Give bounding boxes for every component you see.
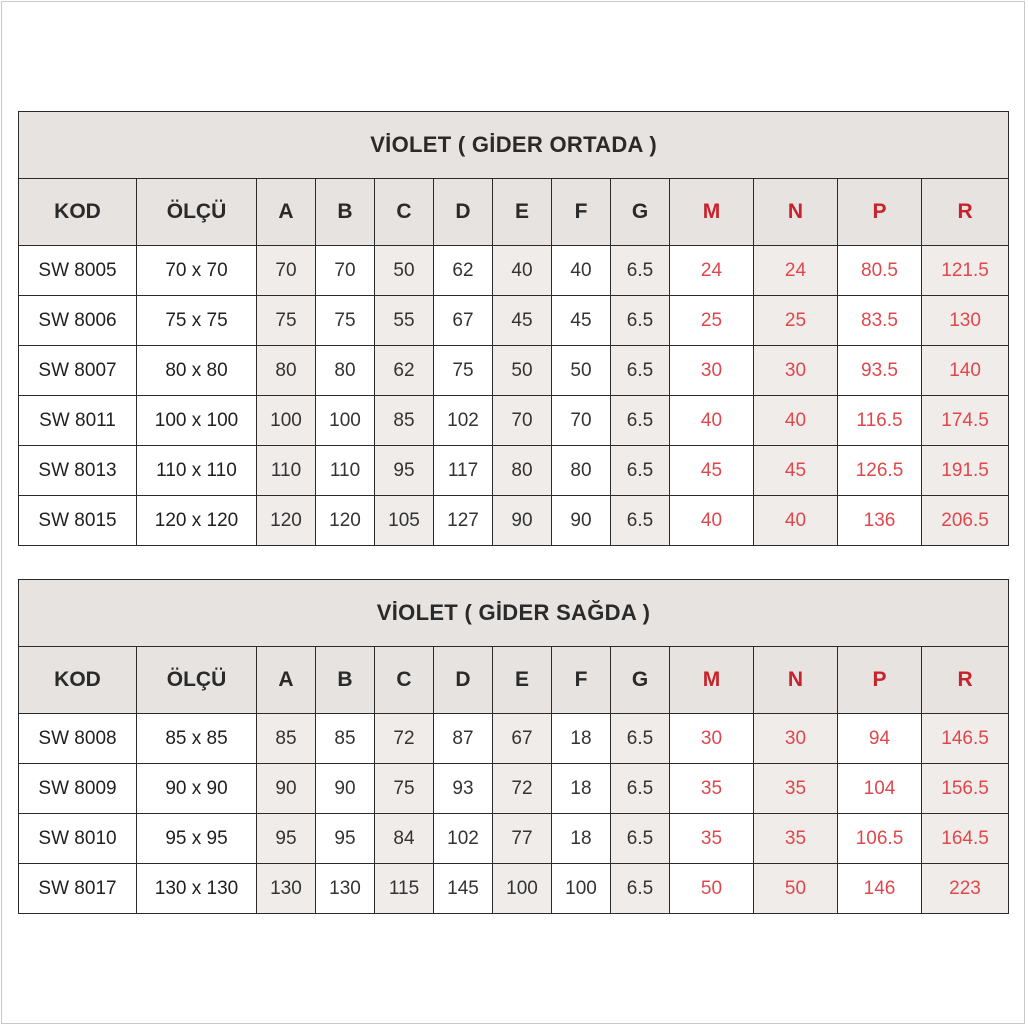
table-title-row	[19, 580, 1009, 647]
column-header-a: A	[257, 647, 316, 714]
cell-c: 75	[375, 764, 434, 814]
cell-c: 84	[375, 814, 434, 864]
cell-a: 70	[257, 246, 316, 296]
cell-b: 80	[316, 346, 375, 396]
cell-kod: SW 8005	[19, 246, 137, 296]
cell-m: 45	[670, 446, 754, 496]
cell-d: 93	[434, 764, 493, 814]
cell-b: 75	[316, 296, 375, 346]
cell-olcu: 110 x 110	[137, 446, 257, 496]
cell-d: 102	[434, 814, 493, 864]
cell-a: 85	[257, 714, 316, 764]
cell-n: 45	[754, 446, 838, 496]
cell-g: 6.5	[611, 446, 670, 496]
column-header-olcu: ÖLÇÜ	[137, 179, 257, 246]
cell-a: 95	[257, 814, 316, 864]
cell-kod: SW 8006	[19, 296, 137, 346]
cell-r: 130	[922, 296, 1009, 346]
cell-b: 95	[316, 814, 375, 864]
cell-f: 18	[552, 714, 611, 764]
cell-m: 50	[670, 864, 754, 914]
cell-olcu: 100 x 100	[137, 396, 257, 446]
cell-p: 126.5	[838, 446, 922, 496]
table-title-row	[19, 112, 1009, 179]
cell-e: 40	[493, 246, 552, 296]
cell-f: 70	[552, 396, 611, 446]
table-title: VİOLET ( GİDER SAĞDA )	[19, 580, 1009, 647]
table-row	[19, 246, 1009, 296]
table-row	[19, 714, 1009, 764]
cell-kod: SW 8007	[19, 346, 137, 396]
spec-table-gider-sagda	[18, 579, 1009, 914]
cell-n: 40	[754, 496, 838, 546]
cell-f: 40	[552, 246, 611, 296]
column-header-a: A	[257, 179, 316, 246]
column-header-g: G	[611, 179, 670, 246]
column-header-kod: KOD	[19, 179, 137, 246]
cell-n: 30	[754, 714, 838, 764]
table-header-row	[19, 179, 1009, 246]
cell-b: 120	[316, 496, 375, 546]
cell-olcu: 80 x 80	[137, 346, 257, 396]
cell-b: 90	[316, 764, 375, 814]
column-header-b: B	[316, 647, 375, 714]
column-header-b: B	[316, 179, 375, 246]
table-row	[19, 764, 1009, 814]
cell-olcu: 95 x 95	[137, 814, 257, 864]
cell-m: 25	[670, 296, 754, 346]
cell-r: 223	[922, 864, 1009, 914]
table-row	[19, 496, 1009, 546]
table-row	[19, 864, 1009, 914]
cell-b: 70	[316, 246, 375, 296]
cell-f: 100	[552, 864, 611, 914]
table-row	[19, 446, 1009, 496]
cell-r: 140	[922, 346, 1009, 396]
column-header-r: R	[922, 179, 1009, 246]
cell-d: 145	[434, 864, 493, 914]
cell-c: 72	[375, 714, 434, 764]
cell-a: 110	[257, 446, 316, 496]
cell-m: 35	[670, 764, 754, 814]
cell-p: 93.5	[838, 346, 922, 396]
column-header-olcu: ÖLÇÜ	[137, 647, 257, 714]
column-header-n: N	[754, 647, 838, 714]
cell-n: 25	[754, 296, 838, 346]
cell-c: 62	[375, 346, 434, 396]
cell-c: 50	[375, 246, 434, 296]
cell-r: 191.5	[922, 446, 1009, 496]
cell-d: 67	[434, 296, 493, 346]
column-header-d: D	[434, 647, 493, 714]
cell-b: 100	[316, 396, 375, 446]
cell-n: 40	[754, 396, 838, 446]
cell-a: 80	[257, 346, 316, 396]
cell-olcu: 70 x 70	[137, 246, 257, 296]
cell-n: 24	[754, 246, 838, 296]
cell-g: 6.5	[611, 246, 670, 296]
cell-p: 80.5	[838, 246, 922, 296]
column-header-r: R	[922, 647, 1009, 714]
cell-kod: SW 8017	[19, 864, 137, 914]
column-header-p: P	[838, 179, 922, 246]
cell-olcu: 120 x 120	[137, 496, 257, 546]
cell-a: 75	[257, 296, 316, 346]
cell-c: 85	[375, 396, 434, 446]
cell-olcu: 75 x 75	[137, 296, 257, 346]
cell-e: 50	[493, 346, 552, 396]
cell-p: 83.5	[838, 296, 922, 346]
column-header-g: G	[611, 647, 670, 714]
cell-c: 95	[375, 446, 434, 496]
column-header-c: C	[375, 647, 434, 714]
cell-g: 6.5	[611, 496, 670, 546]
cell-m: 24	[670, 246, 754, 296]
cell-g: 6.5	[611, 764, 670, 814]
cell-a: 100	[257, 396, 316, 446]
cell-m: 30	[670, 346, 754, 396]
cell-p: 106.5	[838, 814, 922, 864]
cell-d: 75	[434, 346, 493, 396]
cell-f: 45	[552, 296, 611, 346]
cell-g: 6.5	[611, 346, 670, 396]
cell-b: 130	[316, 864, 375, 914]
table-title: VİOLET ( GİDER ORTADA )	[19, 112, 1009, 179]
cell-p: 116.5	[838, 396, 922, 446]
cell-m: 40	[670, 396, 754, 446]
cell-m: 35	[670, 814, 754, 864]
cell-olcu: 90 x 90	[137, 764, 257, 814]
cell-f: 18	[552, 814, 611, 864]
cell-e: 45	[493, 296, 552, 346]
cell-r: 206.5	[922, 496, 1009, 546]
cell-n: 35	[754, 764, 838, 814]
cell-e: 77	[493, 814, 552, 864]
cell-m: 40	[670, 496, 754, 546]
cell-d: 87	[434, 714, 493, 764]
cell-d: 102	[434, 396, 493, 446]
table-row	[19, 396, 1009, 446]
cell-e: 67	[493, 714, 552, 764]
cell-f: 18	[552, 764, 611, 814]
cell-d: 62	[434, 246, 493, 296]
cell-r: 146.5	[922, 714, 1009, 764]
column-header-e: E	[493, 179, 552, 246]
cell-p: 94	[838, 714, 922, 764]
table-row	[19, 296, 1009, 346]
cell-a: 90	[257, 764, 316, 814]
cell-kod: SW 8015	[19, 496, 137, 546]
cell-d: 117	[434, 446, 493, 496]
column-header-p: P	[838, 647, 922, 714]
cell-g: 6.5	[611, 396, 670, 446]
cell-p: 136	[838, 496, 922, 546]
cell-a: 130	[257, 864, 316, 914]
cell-r: 174.5	[922, 396, 1009, 446]
table-header-row	[19, 647, 1009, 714]
cell-c: 55	[375, 296, 434, 346]
cell-e: 70	[493, 396, 552, 446]
table-row	[19, 346, 1009, 396]
cell-f: 90	[552, 496, 611, 546]
cell-f: 50	[552, 346, 611, 396]
cell-g: 6.5	[611, 864, 670, 914]
cell-e: 100	[493, 864, 552, 914]
cell-n: 35	[754, 814, 838, 864]
cell-n: 30	[754, 346, 838, 396]
column-header-n: N	[754, 179, 838, 246]
column-header-d: D	[434, 179, 493, 246]
cell-kod: SW 8013	[19, 446, 137, 496]
cell-kod: SW 8008	[19, 714, 137, 764]
column-header-m: M	[670, 647, 754, 714]
cell-e: 90	[493, 496, 552, 546]
table-row	[19, 814, 1009, 864]
spec-table-gider-ortada	[18, 111, 1009, 546]
cell-p: 146	[838, 864, 922, 914]
cell-kod: SW 8011	[19, 396, 137, 446]
cell-c: 105	[375, 496, 434, 546]
column-header-kod: KOD	[19, 647, 137, 714]
cell-g: 6.5	[611, 714, 670, 764]
cell-c: 115	[375, 864, 434, 914]
cell-kod: SW 8009	[19, 764, 137, 814]
cell-b: 85	[316, 714, 375, 764]
column-header-m: M	[670, 179, 754, 246]
cell-r: 121.5	[922, 246, 1009, 296]
cell-p: 104	[838, 764, 922, 814]
cell-m: 30	[670, 714, 754, 764]
cell-f: 80	[552, 446, 611, 496]
cell-e: 72	[493, 764, 552, 814]
cell-r: 164.5	[922, 814, 1009, 864]
cell-kod: SW 8010	[19, 814, 137, 864]
column-header-e: E	[493, 647, 552, 714]
cell-a: 120	[257, 496, 316, 546]
cell-e: 80	[493, 446, 552, 496]
cell-d: 127	[434, 496, 493, 546]
column-header-c: C	[375, 179, 434, 246]
cell-olcu: 130 x 130	[137, 864, 257, 914]
column-header-f: F	[552, 647, 611, 714]
column-header-f: F	[552, 179, 611, 246]
cell-r: 156.5	[922, 764, 1009, 814]
cell-n: 50	[754, 864, 838, 914]
cell-g: 6.5	[611, 296, 670, 346]
cell-olcu: 85 x 85	[137, 714, 257, 764]
cell-g: 6.5	[611, 814, 670, 864]
cell-b: 110	[316, 446, 375, 496]
